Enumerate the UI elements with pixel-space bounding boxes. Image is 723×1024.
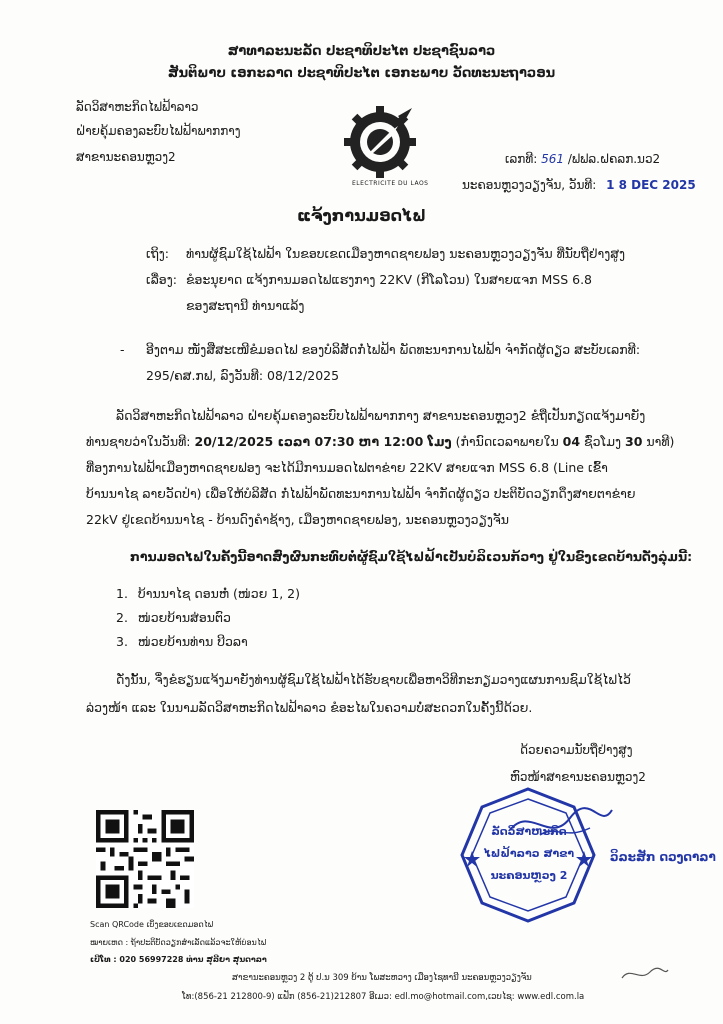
stamp-bottom: ນະຄອນຫຼວງ 2	[490, 869, 568, 882]
logo-text: ELECTRICITE DU LAOS	[352, 180, 429, 187]
country-header: ສາທາລະນະລັດ ປະຊາທິປະໄຕ ປະຊາຊົນລາວ	[227, 44, 496, 59]
footer-initials	[620, 964, 670, 984]
qr-contact: ເບີໂທ : 020 56997228 ທ່ານ ສຸລີຍາ ສຸນດາລາ	[90, 955, 267, 964]
gear-logo-icon	[340, 102, 420, 182]
list-item-text: ບ້ານນາໄຊ ດອນຫໍ່ (ໜ່ວຍ 1, 2)	[137, 586, 300, 601]
para1-line5: 22kV ຢູ່ເຂດບ້ານນາໄຊ - ບ້ານດົງຄໍາຊ້າງ, ເມືອງຫາດຊາຍຟອງ, ນະຄອນຫຼວງວຽງຈັນ	[86, 512, 509, 527]
reference-line2: 295/ຄສ.ກຟ, ລົງວັນທີ: 08/12/2025	[146, 368, 340, 383]
para1-duration-intro: (ກໍານົດເວລາພາຍໃນ	[451, 434, 563, 449]
para1-minutes-unit: ນາທີ)	[642, 434, 675, 449]
qr-note: ໝາຍເຫດ : ຖ້າປະຕິບັດວຽກສໍາເລັດແລ້ວຈະໃຫ້ບ່ອນໄຟ	[90, 938, 267, 947]
subject-label: ເລື່ອງ:	[146, 272, 177, 287]
stamp-mid: ໄຟຟ້າລາວ ສາຂາ	[483, 847, 575, 860]
list-item	[116, 606, 231, 630]
list-item	[116, 630, 248, 654]
para1-line2	[86, 430, 674, 454]
list-item-number: 3.	[116, 634, 128, 649]
org-department: ຝ່າຍຄຸ້ມຄອງລະບົບໄຟຟ້າພາກກາງ	[76, 124, 241, 138]
initials-scribble-icon	[620, 964, 670, 984]
to-label: ເຖິງ:	[146, 246, 169, 261]
edl-logo	[340, 102, 420, 182]
signature-scribble-icon	[500, 800, 620, 850]
list-item-text: ໜ່ວຍບ້ານທ່ານ ບີວລາ	[137, 634, 248, 649]
qr-caption: Scan QRCode ເບິ່ງຂອບເຂດມອດໄຟ	[90, 920, 214, 929]
para1-hours-unit: ຊົ່ວໂມງ	[580, 434, 626, 449]
country-motto: ສັນຕິພາບ ເອກະລາດ ປະຊາທິປະໄຕ ເອກະພາບ ວັດທະນະຖາວອນ	[167, 66, 556, 81]
closing-line2: ລ່ວງໜ້າ ແລະ ໃນນາມລັດວິສາຫະກິດໄຟຟ້າລາວ ຂໍອະໄພໃນຄວາມບໍ່ສະດວກໃນຄັ້ງນີ້ດ້ວຍ.	[86, 700, 533, 715]
reference-line1: ອີງຕາມ ໜັງສືສະເໜີຂໍມອດໄຟ ຂອງບໍລິສັດກໍ່ໄຟຟ້າ ພັດທະນາການໄຟຟ້າ ຈໍາກັດຜູ້ດຽວ ສະບັບເລກທີ:	[146, 342, 641, 357]
footer-contact: ໂທ:(856-21 212800-9) ແຟັກ (856-21)212807 ອີເມວ: edl.mo@hotmail.com,ເວບໄຊ: www.edl.com.la	[182, 992, 585, 1002]
signoff-title: ຫົວໜ້າສາຂານະຄອນຫຼວງ2	[510, 770, 646, 784]
signature	[500, 800, 620, 850]
list-item-text: ໜ່ວຍບ້ານສ່ອນຕົວ	[137, 610, 231, 625]
ref-suffix: /ຟຟລ.ຝຄລກ.ນວ2	[567, 152, 661, 166]
place-date-row	[462, 178, 696, 192]
ref-label: ເລກທີ:	[505, 152, 538, 166]
affected-intro: ການມອດໄຟໃນຄັ້ງນີ້ອາດສົ່ງຜົນກະທົບຕໍ່ຜູ້ຊົມໃຊ້ໄຟຟ້າເປັນບໍລິເວນກ້ວາງ ຢູ່ໃນຂົງເຂດບ້ານດັ່ງລຸ່ມນີ້:	[130, 549, 693, 564]
place-date-label: ນະຄອນຫຼວງວຽງຈັນ, ວັນທີ:	[462, 178, 597, 192]
para1-date-intro: ທ່ານຊາບວ່າໃນວັນທີ:	[86, 434, 195, 449]
ref-number: 561	[541, 152, 564, 166]
para1-line3: ທີ່ອງການໄຟຟ້າເມືອງຫາດຊາຍຟອງ ຈະໄດ້ມີການມອດໄຟຕາຂ່າຍ 22KV ສາຍແຈກ MSS 6.8 (Line ເຂົ້າ	[86, 460, 608, 475]
footer-address: ສາຂານະຄອນຫຼວງ 2 ຕູ້ ປ.ນ 309 ບ້ານ ໂພສະຫວາງ ເມືອງໄຊທານີ ນະຄອນຫຼວງວຽງຈັນ	[232, 973, 532, 983]
signoff-respect: ດ້ວຍຄວາມນັບຖືຢ່າງສູງ	[520, 743, 633, 757]
list-item-number: 1.	[116, 586, 128, 601]
list-item-number: 2.	[116, 610, 128, 625]
signatory-name: ວິລະສັກ ດວງດາລາ	[610, 850, 716, 864]
org-branch: ສາຂານະຄອນຫຼວງ2	[76, 150, 176, 164]
para1-datetime: 20/12/2025 ເວລາ 07:30 ຫາ 12:00 ໂມງ	[194, 434, 452, 449]
list-item	[116, 582, 300, 606]
closing-line1: ດັ່ງນັ້ນ, ຈຶ່ງຂໍຮຽນແຈ້ງມາຍັງທ່ານຜູ້ຊົມໃຊ້ໄຟຟ້າໄດ້ຮັບຊາບເພື່ອຫາວິທີກະກຽມວາງແຜນການຊົມໃຊ້ໄຟໄວ້	[116, 672, 631, 687]
subject-line1: ຂໍອະນຸຍາດ ແຈ້ງການມອດໄຟແຮງກາງ 22KV (ກີໂລໂວນ) ໃນສາຍແຈກ MSS 6.8	[186, 272, 593, 287]
para1-line4: ບ້ານນາໄຊ ລາຍວັດປ່າ) ເພື່ອໃຫ້ບໍລິສັດ ກໍ່ໄຟຟ້າພັດທະນາການໄຟຟ້າ ຈໍາກັດຜູ້ດຽວ ປະຕິບັດວຽກດຶງສາຍຕາຂ່າຍ	[86, 486, 636, 501]
reference-bullet: -	[120, 342, 125, 357]
para1-hours: 04	[562, 434, 581, 449]
to-text: ທ່ານຜູ້ຊົມໃຊ້ໄຟຟ້າ ໃນຂອບເຂດເມືອງຫາດຊາຍຟອງ ນະຄອນຫຼວງວຽງຈັນ ທີ່ນັບຖືຢ່າງສູງ	[186, 246, 626, 261]
document-title: ແຈ້ງການມອດໄຟ	[296, 206, 427, 225]
qr-code[interactable]	[96, 810, 194, 908]
org-name: ລັດວິສາຫະກິດໄຟຟ້າລາວ	[76, 100, 199, 114]
para1-minutes: 30	[625, 434, 643, 449]
stamp-top: ລັດວິສາຫະກິດ	[491, 825, 567, 838]
qr-code-icon	[96, 810, 194, 908]
ref-number-row	[505, 152, 660, 166]
subject-line2: ຂອງສະຖານີ ທ່ານາແລ້ງ	[186, 298, 305, 313]
date-stamp: 1 8 DEC 2025	[606, 178, 696, 192]
para1-line1: ລັດວິສາຫະກິດໄຟຟ້າລາວ ຝ່າຍຄຸ້ມຄອງລະບົບໄຟຟ້າພາກກາງ ສາຂານະຄອນຫຼວງ2 ຂໍຖືເປັນກຽດແຈ້ງມາຍັງ	[116, 408, 646, 423]
